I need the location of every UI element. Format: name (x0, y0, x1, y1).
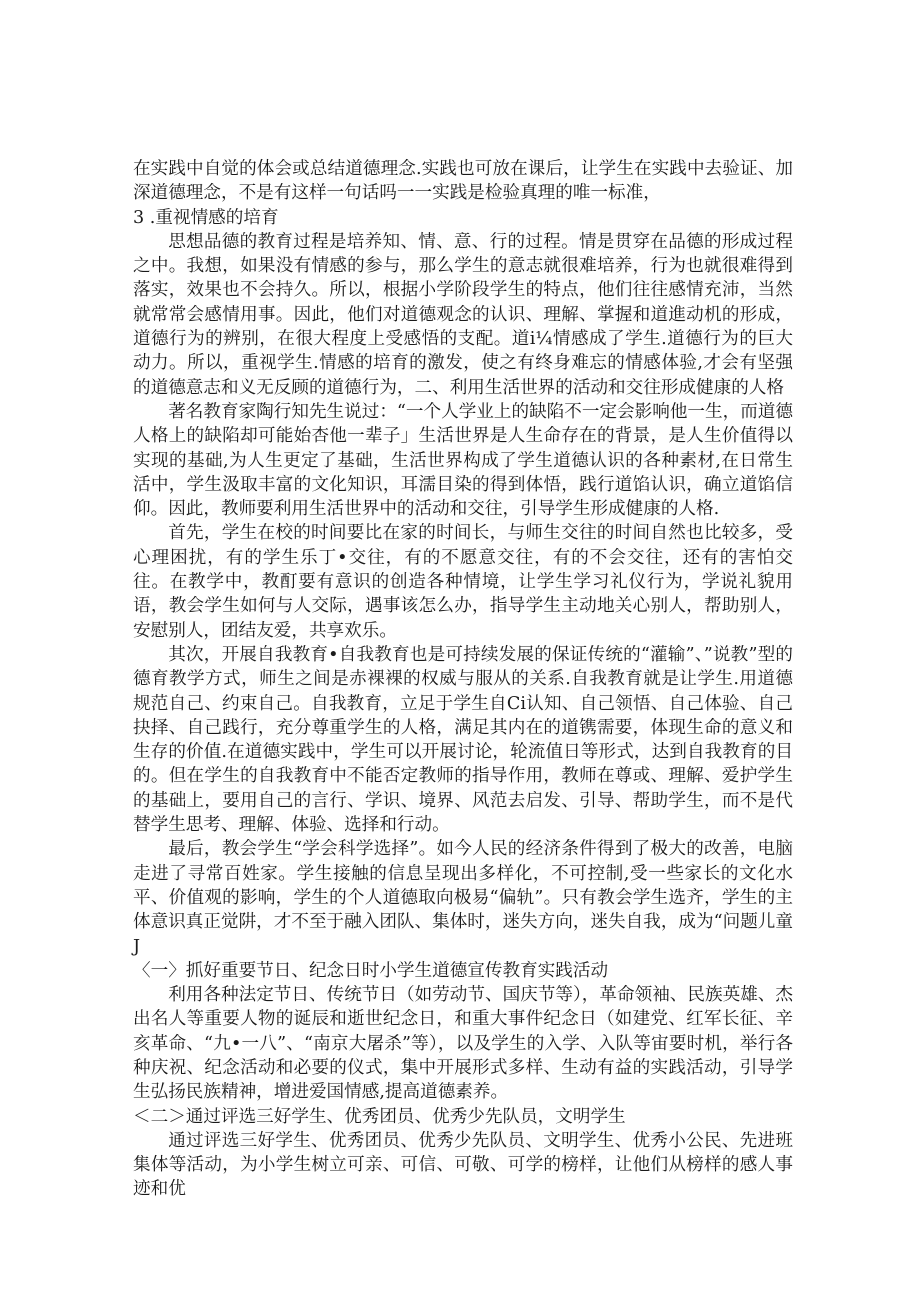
section-heading-festivals: 〈一〉抓好重要节日、纪念日时小学生道德宣传教育实践活动 (133, 960, 609, 981)
section-heading-selection: ＜二＞通过评选三好学生、优秀团员、优秀少先队员，文明学生 (133, 1106, 626, 1127)
paragraph-first: 首先，学生在校的时间要比在家的时间长，与师生交往的时间自然也比较多，受心理困扰，有的学生乐丁•交往，有的不愿意交往，有的不会交往，还有的害怕交往。在教学中，教酊要有意识的创造各种情境，让学生学习礼仪行为，学说礼貌用语，教会学生如何与人交际，遇事该怎么办，指导学生主动地关心别人，帮助别人，安慰别人，团结友爱，共享欢乐。 (133, 523, 793, 641)
paragraph-festivals: 利用各种法定节日、传统节日（如劳动节、国庆节等），革命领袖、民族英雄、杰出名人等重要人物的诞辰和逝世纪念日，和重大事件纪念日（如建党、红军长征、辛亥革命、“九•一八”、“南京大屠杀”等），以及学生的入学、入队等宙要时机，举行各种庆祝、纪念活动和必要的仪式，集中开展形式多样、生动有益的实践活动，引导学生弘扬民族精神，增进爱国情感,提高道德素养。 (133, 985, 793, 1103)
document-body (133, 157, 793, 1202)
paragraph-life-world: 著名教育家陶行知先生说过：“一个人学业上的缺陷不一定会影响他一生，而道德人格上的缺陷却可能始杏他一辈子」生活世界是人生命存在的背景，是人生价值得以实现的基础,为人生更定了基础，生活世界构成了学生道德认识的各种素材,在日常生活中，学生汲取丰富的文化知识，耳濡目染的得到体悟，践行道馅认识，确立道馅信仰。因此，教师要利用生活世界中的活动和交往，引导学生形成健康的人格. (133, 401, 793, 520)
paragraph-continuation: 在实践中自觉的体会或总结道德理念.实践也可放在课后，让学生在实践中去验证、加深道德理念，不是有这样一句话吗一一实践是检验真理的唯一标准， (133, 159, 793, 204)
paragraph-second: 其次，开展自我教育•自我教育也是可持续发展的保证传统的“灌输”、”说教”型的德育教学方式，师生之间是赤裸裸的权威与服从的关系.自我教育就是让学生.用道德规范自己、约束自己。自我教育，立足于学生自Ci认知、自己领悟、自己体验、自己抉择、自己践行，充分尊重学生的人格，满足其内在的道镌需要，体现生命的意义和生存的价值.在道德实践中，学生可以开展讨论，轮流值日等形式，达到自我教育的目的。但在学生的自我教育中不能否定教师的指导作用，教师在尊或、理解、爱护学生的基础上，要用自己的言行、学识、境界、风范去启发、引导、帮助学生，而不是代替学生思考、理解、体验、选择和行动。 (133, 644, 793, 836)
paragraph-last: 最后，教会学生“学会科学选择”。如今人民的经济条件得到了极大的改善，电脑走进了寻常百姓家。学生接触的信息呈现出多样化，不可控制,受一些家长的文化水平、价值观的影响，学生的个人道德取向极易“偏轨”。只有教会学生选齐，学生的主体意识真正觉阱，才不至于融入团队、集体时，迷失方向，迷失自我，成为“问题儿童J (133, 839, 793, 957)
paragraph-selection: 通过评选三好学生、优秀团员、优秀少先队员、文明学生、优秀小公民、先进班集体等活动，为小学生树立可亲、可信、可敬、可学的榜样，让他们从榜样的感人事迹和优 (133, 1130, 793, 1200)
section-heading-emotion: 3 .重视情感的培育 (133, 207, 279, 228)
paragraph-emotion: 思想品德的教育过程是培养知、情、意、行的过程。情是贯穿在品德的形成过程之中。我想，如果没有情感的参与，那么学生的意志就很难培养，行为也就很难得到落实，效果也不会持久。所以，根据小学阶段学生的特点，他们往往感情充沛，当然就常常会感情用事。因此，他们对道德观念的认识、理解、掌握和道進动机的形成，道德行为的辨别，在很大程度上受感悟的支配。道i¼情感成了学生.道德行为的巨大动力。所以，重视学生.情感的培育的激发，使之有终身难忘的情感体验,才会有坚强的道德意志和义无反顾的道德行为，二、利用生活世界的活动和交往形成健康的人格 (133, 231, 793, 398)
